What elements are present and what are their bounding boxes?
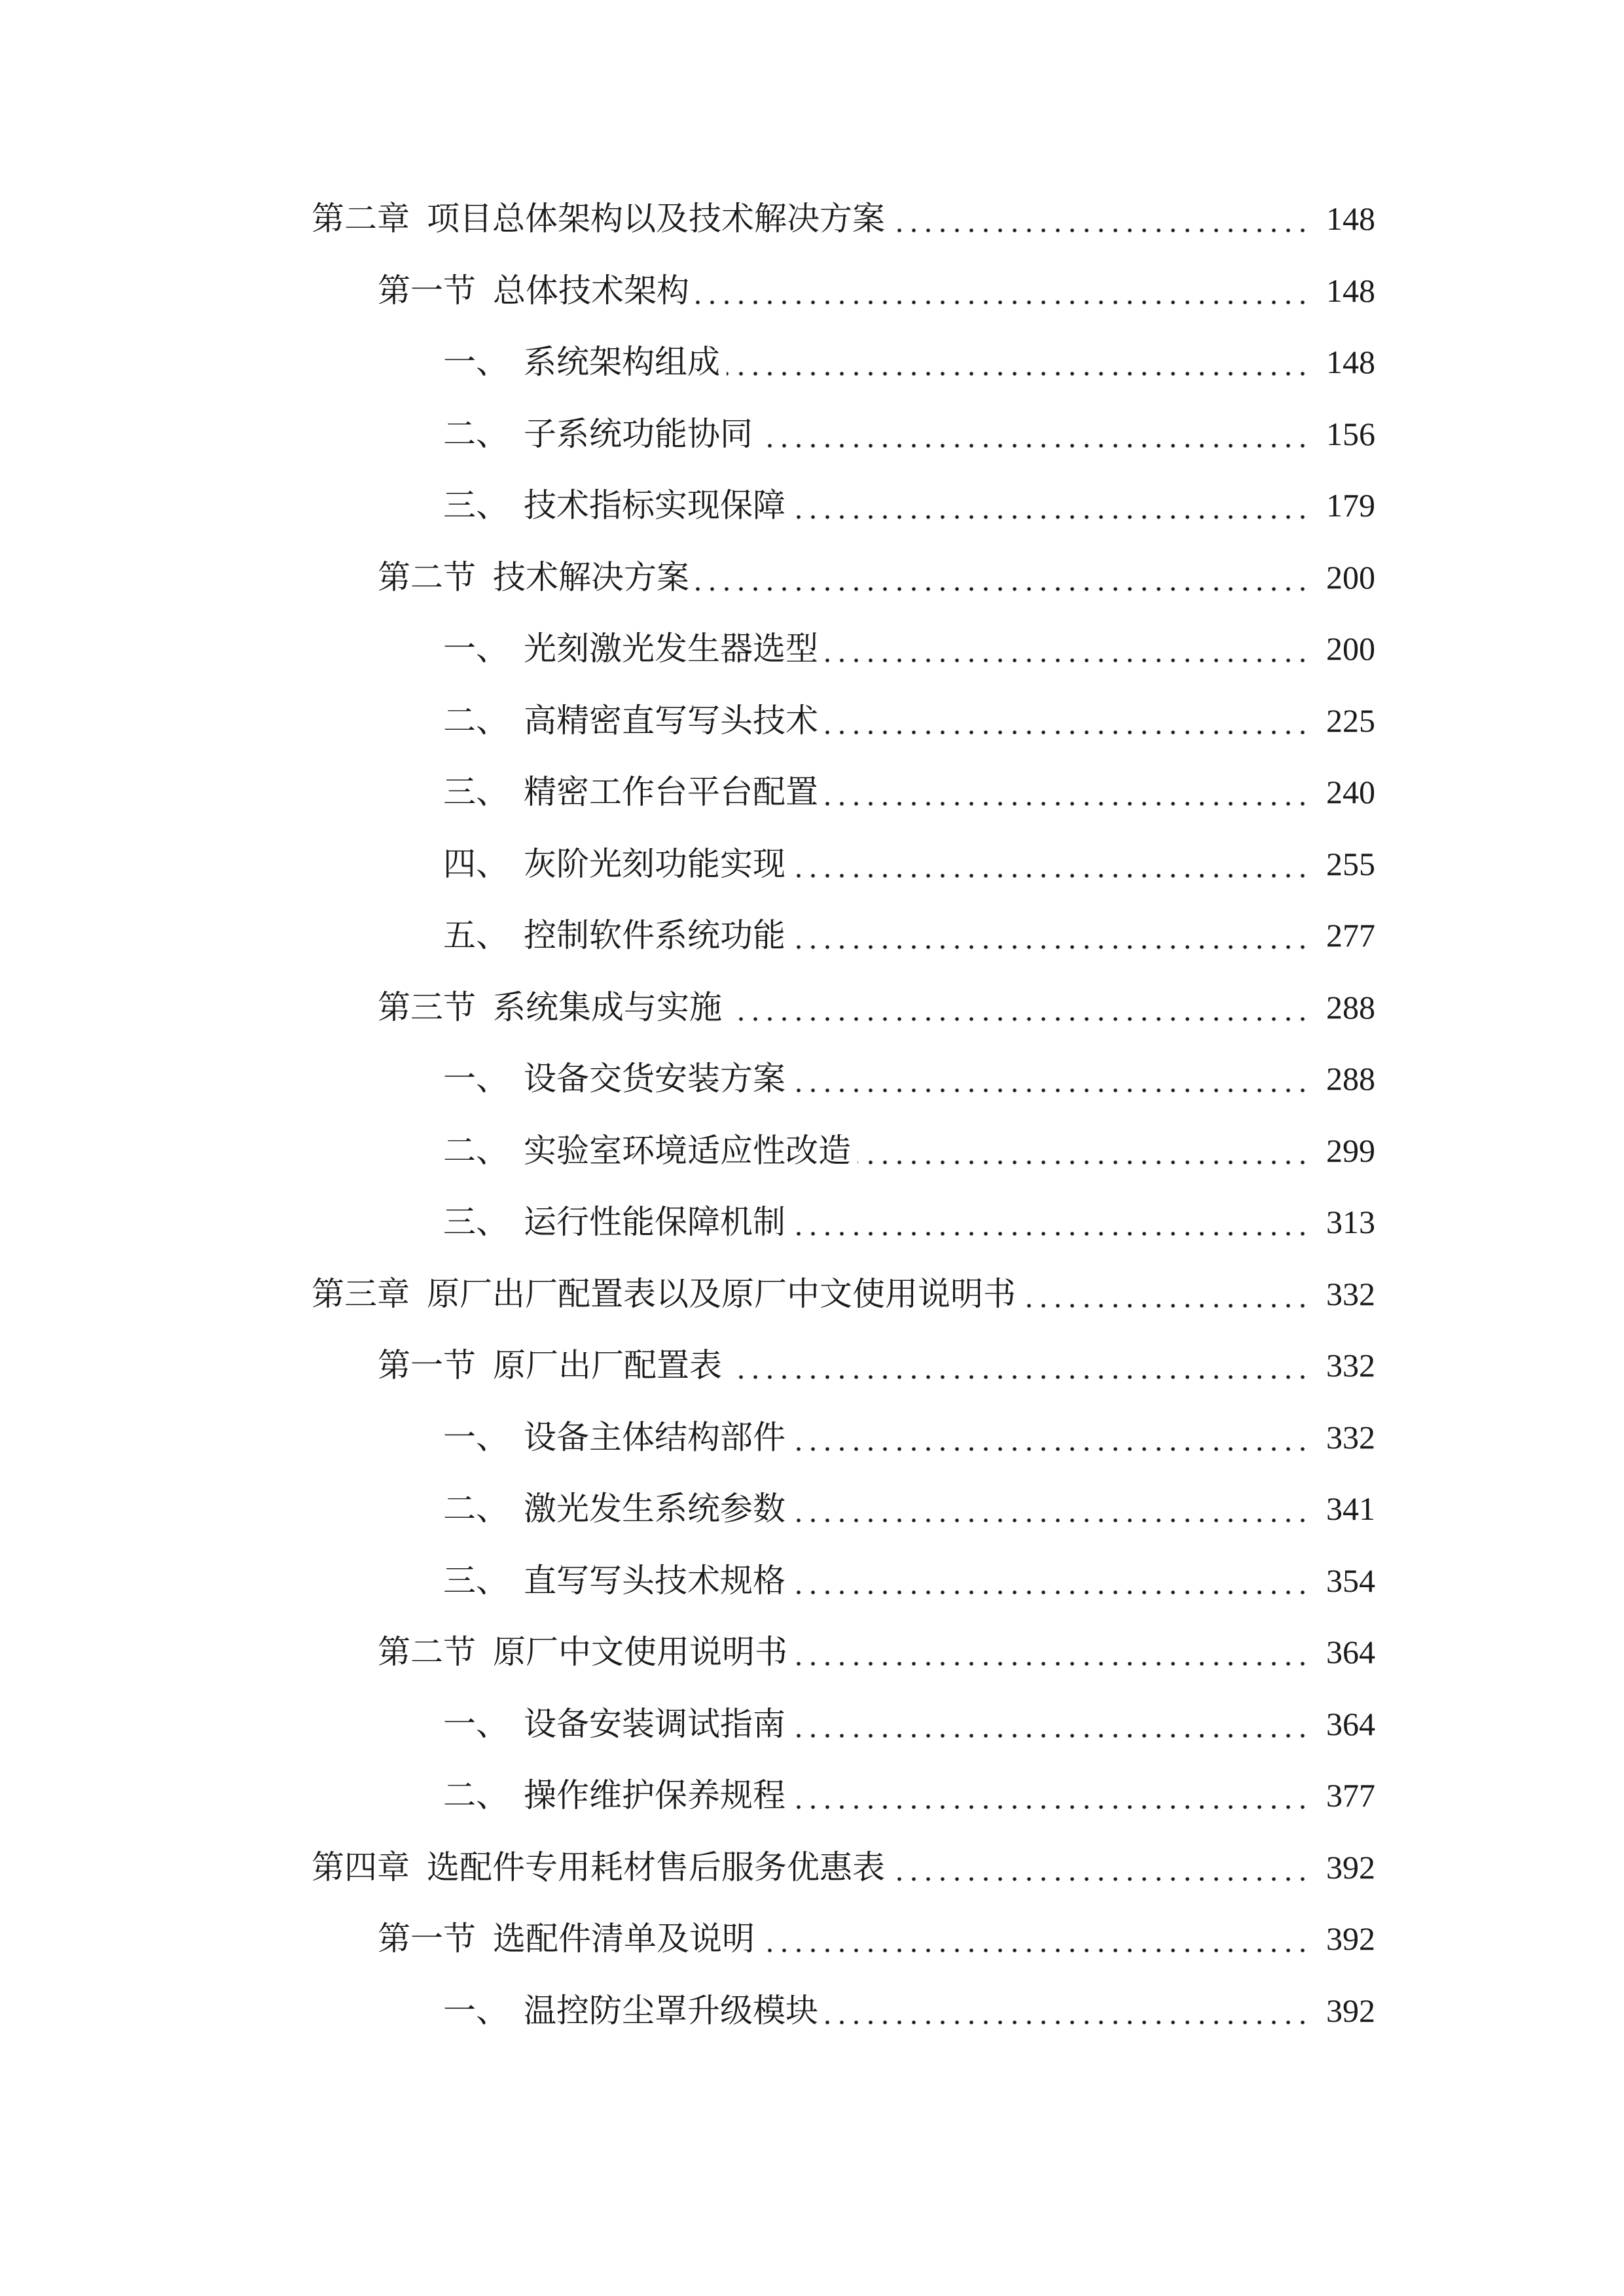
toc-page-number: 156 [1326, 415, 1375, 452]
toc-dot-leader [825, 685, 1310, 757]
toc-entry-title: 系统集成与实施 [493, 988, 722, 1026]
toc-dot-leader [729, 1330, 1310, 1402]
toc-entry-number: 三、 [443, 487, 509, 524]
toc-entry-title: 选配件清单及说明 [493, 1920, 755, 1957]
toc-entry-number: 四、 [443, 845, 509, 882]
toc-page-number: 148 [1326, 344, 1375, 380]
toc-page-number: 277 [1326, 917, 1375, 954]
toc-entry-title: 温控防尘罩升级模块 [524, 1992, 818, 2029]
toc-entry-item [312, 1473, 1375, 1545]
toc-page-number: 392 [1326, 1992, 1375, 2029]
toc-page-number: 225 [1326, 702, 1375, 739]
toc-dot-leader [727, 327, 1310, 399]
toc-entry-number: 一、 [443, 630, 509, 667]
toc-entry-section [312, 255, 1375, 327]
toc-entry-number: 一、 [443, 1705, 509, 1742]
toc-entry-item [312, 685, 1375, 757]
toc-dot-leader [696, 255, 1310, 327]
toc-dot-leader [792, 1043, 1310, 1115]
toc-entry-title: 精密工作台平台配置 [524, 774, 818, 810]
toc-page-number: 288 [1326, 988, 1375, 1026]
toc-entry-number: 第一节 [378, 1347, 476, 1384]
toc-dot-leader [792, 900, 1310, 972]
toc-entry-number: 第三章 [312, 1275, 410, 1312]
toc-page-number: 392 [1326, 1920, 1375, 1957]
toc-dot-leader [792, 1545, 1310, 1617]
toc-entry-number: 三、 [443, 1562, 509, 1599]
toc-entry-section [312, 1617, 1375, 1689]
toc-entry-title: 设备交货安装方案 [524, 1060, 785, 1097]
toc-entry-item [312, 1043, 1375, 1115]
toc-entry-section [312, 1330, 1375, 1402]
toc-dot-leader [792, 1760, 1310, 1832]
toc-dot-leader [792, 470, 1310, 542]
toc-dot-leader [892, 1832, 1310, 1904]
toc-dot-leader [825, 613, 1310, 685]
toc-page-number: 148 [1326, 200, 1375, 237]
toc-entry-section [312, 1903, 1375, 1975]
toc-dot-leader [792, 829, 1310, 901]
toc-entry-title: 子系统功能协同 [524, 415, 753, 452]
toc-page-number: 200 [1326, 558, 1375, 596]
toc-dot-leader [825, 757, 1310, 829]
toc-entry-title: 操作维护保养规程 [524, 1777, 785, 1814]
toc-page-number: 299 [1326, 1132, 1375, 1169]
toc-entry-title: 光刻激光发生器选型 [524, 630, 818, 667]
toc-page-number: 392 [1326, 1848, 1375, 1886]
toc-dot-leader [857, 1115, 1310, 1187]
toc-entry-title: 原厂出厂配置表以及原厂中文使用说明书 [427, 1275, 1016, 1312]
toc-entry-number: 三、 [443, 1204, 509, 1240]
toc-page-number: 200 [1326, 630, 1375, 667]
toc-entry-number: 二、 [443, 415, 509, 452]
toc-entry-number: 五、 [443, 917, 509, 954]
toc-page-number: 313 [1326, 1204, 1375, 1240]
toc-entry-item [312, 1760, 1375, 1832]
toc-dot-leader [761, 1903, 1310, 1975]
toc-dot-leader [892, 183, 1310, 255]
toc-entry-title: 控制软件系统功能 [524, 917, 785, 954]
toc-entry-title: 设备主体结构部件 [524, 1418, 785, 1456]
toc-dot-leader [696, 542, 1310, 614]
toc-dot-leader [729, 972, 1310, 1044]
table-of-contents [312, 183, 1375, 2047]
toc-entry-title: 实验室环境适应性改造 [524, 1132, 851, 1169]
toc-entry-number: 第四章 [312, 1848, 410, 1886]
toc-dot-leader [825, 1975, 1310, 2047]
toc-entry-item [312, 1115, 1375, 1187]
toc-entry-title: 系统架构组成 [524, 344, 720, 380]
toc-dot-leader [759, 399, 1310, 471]
toc-dot-leader [792, 1473, 1310, 1545]
toc-page-number: 377 [1326, 1777, 1375, 1814]
toc-entry-item [312, 900, 1375, 972]
toc-entry-title: 总体技术架构 [493, 272, 689, 309]
toc-entry-title: 设备安装调试指南 [524, 1705, 785, 1742]
toc-dot-leader [1022, 1259, 1310, 1331]
toc-entry-title: 项目总体架构以及技术解决方案 [427, 200, 885, 237]
toc-entry-chapter [312, 183, 1375, 255]
toc-entry-number: 三、 [443, 774, 509, 810]
toc-entry-title: 原厂出厂配置表 [493, 1347, 722, 1384]
toc-page-number: 179 [1326, 487, 1375, 524]
toc-entry-number: 第二节 [378, 558, 476, 596]
toc-entry-title: 选配件专用耗材售后服务优惠表 [427, 1848, 885, 1886]
toc-page-number: 255 [1326, 845, 1375, 882]
toc-page-number: 288 [1326, 1060, 1375, 1097]
toc-entry-number: 二、 [443, 702, 509, 739]
toc-dot-leader [792, 1689, 1310, 1761]
toc-entry-number: 二、 [443, 1777, 509, 1814]
toc-entry-number: 第一节 [378, 272, 476, 309]
toc-entry-chapter [312, 1259, 1375, 1331]
toc-entry-number: 二、 [443, 1132, 509, 1169]
toc-page-number: 364 [1326, 1705, 1375, 1742]
toc-page-number: 364 [1326, 1634, 1375, 1670]
toc-page-number: 240 [1326, 774, 1375, 810]
toc-entry-item [312, 757, 1375, 829]
toc-entry-number: 一、 [443, 344, 509, 380]
toc-entry-number: 第一节 [378, 1920, 476, 1957]
toc-entry-item [312, 470, 1375, 542]
toc-entry-item [312, 829, 1375, 901]
toc-entry-section [312, 972, 1375, 1044]
toc-entry-title: 激光发生系统参数 [524, 1490, 785, 1527]
toc-entry-number: 一、 [443, 1418, 509, 1456]
toc-entry-title: 技术指标实现保障 [524, 487, 785, 524]
toc-entry-item [312, 1689, 1375, 1761]
toc-dot-leader [792, 1402, 1310, 1474]
toc-entry-title: 运行性能保障机制 [524, 1204, 785, 1240]
toc-page-number: 332 [1326, 1347, 1375, 1384]
toc-entry-number: 第二章 [312, 200, 410, 237]
toc-entry-section [312, 542, 1375, 614]
toc-entry-title: 直写写头技术规格 [524, 1562, 785, 1599]
toc-entry-title: 技术解决方案 [493, 558, 689, 596]
toc-entry-item [312, 399, 1375, 471]
toc-entry-number: 一、 [443, 1060, 509, 1097]
toc-entry-title: 原厂中文使用说明书 [493, 1634, 787, 1670]
toc-page-number: 148 [1326, 272, 1375, 309]
toc-entry-number: 一、 [443, 1992, 509, 2029]
toc-entry-item [312, 1975, 1375, 2047]
toc-entry-item [312, 1187, 1375, 1259]
toc-page-number: 332 [1326, 1418, 1375, 1456]
toc-dot-leader [792, 1187, 1310, 1259]
toc-dot-leader [794, 1617, 1310, 1689]
toc-entry-title: 灰阶光刻功能实现 [524, 845, 785, 882]
toc-page-number: 354 [1326, 1562, 1375, 1599]
toc-entry-number: 二、 [443, 1490, 509, 1527]
toc-entry-title: 高精密直写写头技术 [524, 702, 818, 739]
toc-entry-chapter [312, 1832, 1375, 1904]
toc-entry-number: 第三节 [378, 988, 476, 1026]
toc-entry-item [312, 613, 1375, 685]
toc-entry-item [312, 1402, 1375, 1474]
toc-entry-item [312, 327, 1375, 399]
toc-page-number: 341 [1326, 1490, 1375, 1527]
toc-entry-number: 第二节 [378, 1634, 476, 1670]
toc-page-number: 332 [1326, 1275, 1375, 1312]
toc-entry-item [312, 1545, 1375, 1617]
